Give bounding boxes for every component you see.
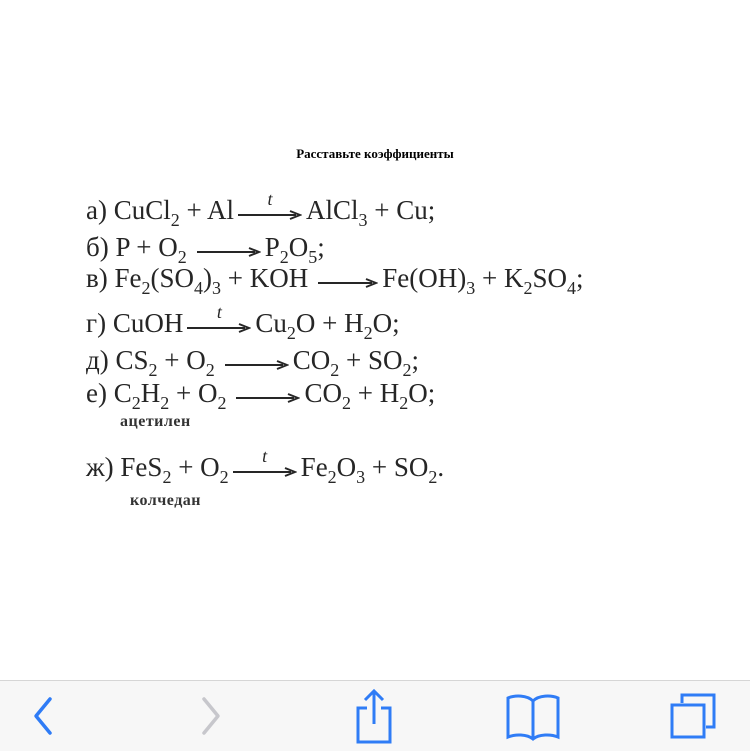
equation-e: д) $CS_2 + O_2$ $CO_2 + SO_2$;: [86, 345, 420, 380]
reaction-arrow: [197, 235, 261, 265]
tabs-button[interactable]: [653, 681, 733, 751]
equation-letter: е): [86, 378, 107, 408]
equation-g: ж) $FeS_2 + O_2$ t $Fe_2O_3 + SO_2$.: [86, 445, 445, 487]
reaction-arrow: t: [233, 455, 297, 485]
forward-button[interactable]: [171, 681, 251, 751]
page-title: Расставьте коэффициенты: [296, 146, 454, 161]
book-icon: [505, 691, 561, 741]
equation-c: в) $Fe_2(SO_4)_3$ + KOH $Fe(OH)_3 + K_2SO_4$;: [86, 263, 584, 298]
equation-letter: д): [86, 345, 109, 375]
back-button[interactable]: [3, 681, 83, 751]
equation-letter: б): [86, 232, 109, 262]
reaction-arrow: [318, 266, 378, 296]
bookmarks-button[interactable]: [493, 681, 573, 751]
equation-b: б) $P + O_2$ $P_2O_5$;: [86, 232, 325, 267]
equation-letter: ж): [86, 452, 114, 482]
reaction-arrow: t: [187, 311, 251, 341]
share-icon: [352, 688, 396, 744]
reaction-arrow: [236, 381, 300, 411]
browser-toolbar: [0, 680, 750, 751]
reaction-arrow: [225, 348, 289, 378]
equation-letter: а): [86, 195, 107, 225]
equation-letter: в): [86, 263, 108, 293]
chevron-right-icon: [199, 696, 223, 736]
reaction-arrow: t: [238, 198, 302, 228]
note-acetylene: ацетилен: [120, 413, 191, 430]
equation-d: г) CuOH t $Cu_2O + H_2O$;: [86, 301, 400, 343]
equation-letter: г): [86, 308, 107, 338]
share-button[interactable]: [334, 681, 414, 751]
note-pyrite: колчедан: [130, 492, 201, 509]
tabs-icon: [668, 691, 718, 741]
equation-f: е) $C_2H_2 + O_2$ $CO_2 + H_2O$;: [86, 378, 436, 413]
equation-a: а) CuCl$_2$ + Al t AlCl$_3$ + Cu;: [86, 188, 436, 230]
chevron-left-icon: [31, 696, 55, 736]
